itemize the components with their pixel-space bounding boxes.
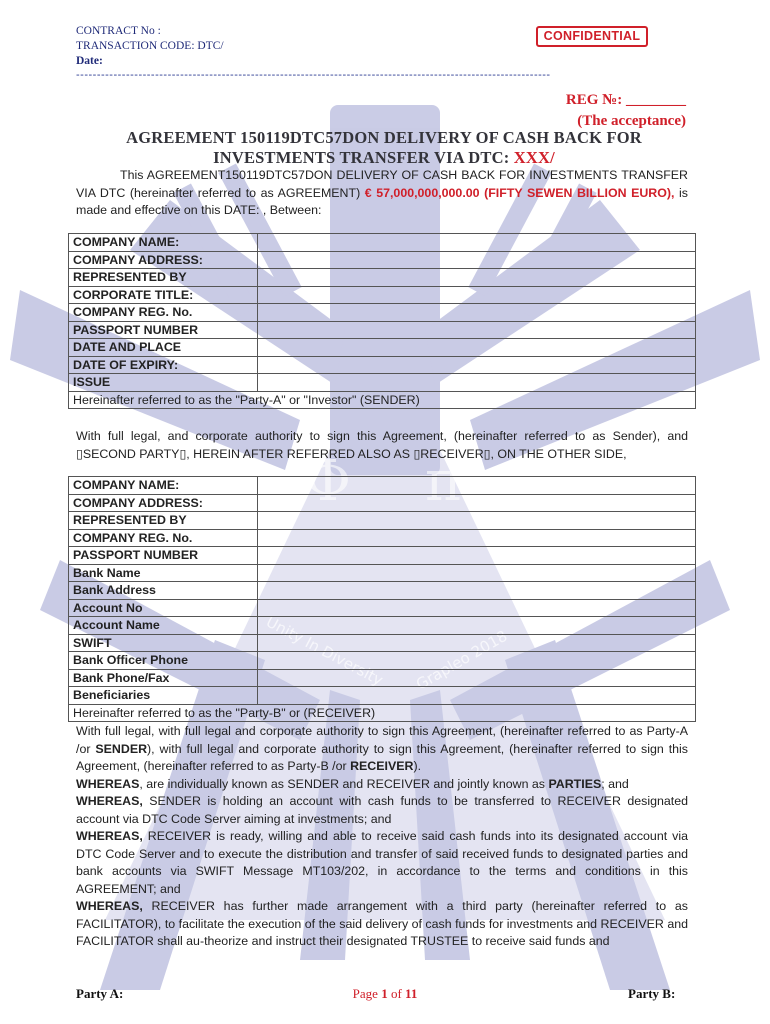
watermark-ring-text: Unity In Diversity: [263, 612, 387, 690]
document-title: [76, 128, 692, 168]
table-row: [69, 286, 696, 304]
field-value[interactable]: [258, 652, 696, 670]
field-value[interactable]: [258, 286, 696, 304]
field-value[interactable]: [258, 687, 696, 705]
field-label: COMPANY NAME:: [69, 234, 258, 252]
field-value[interactable]: [258, 234, 696, 252]
agreement-amount: € 57,000,000,000.00 (FIFTY SEWEN BILLION EURO),: [364, 185, 675, 200]
field-value[interactable]: [258, 477, 696, 495]
field-value[interactable]: [258, 529, 696, 547]
party-designation: Hereinafter referred to as the "Party-A" or "Investor" (SENDER): [69, 391, 696, 409]
registration-block: [566, 90, 686, 132]
field-value[interactable]: [258, 617, 696, 635]
field-label: PASSPORT NUMBER: [69, 321, 258, 339]
header-date: Date:: [76, 55, 103, 67]
title-suffix: XXX/: [513, 148, 555, 167]
table-row: [69, 512, 696, 530]
table-row: [69, 321, 696, 339]
field-value[interactable]: [258, 374, 696, 392]
field-label: COMPANY NAME:: [69, 477, 258, 495]
table-row: [69, 564, 696, 582]
whereas-clause-1: WHEREAS, are individually known as SENDER and RECEIVER and jointly known as PARTIES; and: [76, 776, 629, 791]
field-label: ISSUE: [69, 374, 258, 392]
field-label: DATE OF EXPIRY:: [69, 356, 258, 374]
middle-paragraph: With full legal, and corporate authority to sign this Agreement, (hereinafter referred to as Sender), and ▯SECOND PARTY▯, HEREIN AFTER REFERRED ALSO AS ▯RECEIVER▯, ON THE OTHER SIDE,: [76, 429, 688, 461]
table-row: [69, 477, 696, 495]
field-value[interactable]: [258, 339, 696, 357]
intro-text-2: is made and effective on this DATE: , Between:: [76, 185, 688, 217]
table-row: [69, 374, 696, 392]
field-label: Bank Address: [69, 582, 258, 600]
field-label: REPRESENTED BY: [69, 512, 258, 530]
field-value[interactable]: [258, 251, 696, 269]
footer-party-a: Party A:: [76, 986, 124, 1001]
parties-paragraph: With full legal, with full legal and corporate authority to sign this Agreement, (hereinafter referred to as Party-A /or SENDER), with full legal and corporate authority to sign this Agreement, (hereinafter referred to sign this Agreement, (hereinafter referred to as Party-B /or RECEIVER).: [76, 724, 688, 773]
party-b-table: [68, 476, 696, 722]
field-value[interactable]: [258, 634, 696, 652]
field-value[interactable]: [258, 599, 696, 617]
field-value[interactable]: [258, 304, 696, 322]
field-value[interactable]: [258, 669, 696, 687]
field-label: Account No: [69, 599, 258, 617]
field-value[interactable]: [258, 494, 696, 512]
table-row: [69, 339, 696, 357]
table-row: [69, 356, 696, 374]
field-label: CORPORATE TITLE:: [69, 286, 258, 304]
field-label: COMPANY REG. No.: [69, 529, 258, 547]
title-main: AGREEMENT 150119DTC57DON DELIVERY OF CASH BACK FOR INVESTMENTS TRANSFER VIA DTC:: [126, 128, 642, 167]
field-label: PASSPORT NUMBER: [69, 547, 258, 565]
field-label: Beneficiaries: [69, 687, 258, 705]
field-value[interactable]: [258, 582, 696, 600]
field-value[interactable]: [258, 512, 696, 530]
table-row: [69, 234, 696, 252]
field-label: REPRESENTED BY: [69, 269, 258, 287]
field-label: Bank Phone/Fax: [69, 669, 258, 687]
transaction-code: TRANSACTION CODE: DTC/: [76, 40, 224, 52]
header-divider: ------------------------------------------------------------------------------------------------------------------: [76, 69, 551, 81]
table-footer-row: [69, 391, 696, 409]
watermark-year-text: Grapleo 2018: [413, 626, 511, 694]
table-row: [69, 251, 696, 269]
table-row: [69, 494, 696, 512]
document-header: [76, 24, 224, 69]
intro-text-1: This AGREEMENT150119DTC57DON DELIVERY OF CASH BACK FOR INVESTMENTS TRANSFER VIA DTC (hereinafter referred to as AGREEMENT): [76, 168, 688, 200]
party-designation: Hereinafter referred to as the "Party-B" or (RECEIVER): [69, 704, 696, 722]
whereas-clause-2: WHEREAS, SENDER is holding an account with cash funds to be transferred to RECEIVER designated account via DTC Code Server aiming at investments; and: [76, 794, 688, 826]
registration-number: REG №: ________: [565, 92, 686, 108]
table-footer-row: [69, 704, 696, 722]
party-a-table: [68, 233, 696, 409]
field-value[interactable]: [258, 547, 696, 565]
field-label: Bank Name: [69, 564, 258, 582]
body-paragraphs: [76, 723, 688, 951]
field-label: COMPANY REG. No.: [69, 304, 258, 322]
table-row: [69, 529, 696, 547]
table-row: [69, 669, 696, 687]
confidential-stamp: CONFIDENTIAL: [536, 26, 648, 47]
page-number: Page 1 of 11: [352, 986, 418, 1001]
field-label: Bank Officer Phone: [69, 652, 258, 670]
field-value[interactable]: [258, 356, 696, 374]
table-row: [69, 634, 696, 652]
whereas-clause-3: WHEREAS, RECEIVER is ready, willing and able to receive said cash funds into its designated account via DTC Code Server and to execute the distribution and transfer of said received funds to designated parties and bank accounts via SWIFT Message MT103/202, in accordance to the terms and conditions in this AGREEMENT; and: [76, 829, 688, 896]
field-label: DATE AND PLACE: [69, 339, 258, 357]
acceptance-label: (The acceptance): [577, 113, 686, 129]
watermark-pi: π: [425, 449, 462, 514]
contract-number: CONTRACT No :: [76, 25, 161, 37]
table-row: [69, 304, 696, 322]
table-row: [69, 599, 696, 617]
field-label: SWIFT: [69, 634, 258, 652]
field-value[interactable]: [258, 269, 696, 287]
field-label: COMPANY ADDRESS:: [69, 251, 258, 269]
whereas-clause-4: WHEREAS, RECEIVER has further made arrangement with a third party (hereinafter referred to as FACILITATOR), to facilitate the execution of the said delivery of cash funds for investments and RECEIVER and FACILITATOR shall au-theorize and instruct their designated TRUSTEE to receive said funds and: [76, 899, 688, 948]
field-label: Account Name: [69, 617, 258, 635]
table-row: [69, 269, 696, 287]
intro-paragraph: [76, 167, 688, 220]
table-row: [69, 652, 696, 670]
table-row: [69, 582, 696, 600]
field-label: COMPANY ADDRESS:: [69, 494, 258, 512]
table-row: [69, 687, 696, 705]
table-row: [69, 547, 696, 565]
field-value[interactable]: [258, 564, 696, 582]
watermark-phi: Φ: [305, 449, 351, 514]
table-row: [69, 617, 696, 635]
field-value[interactable]: [258, 321, 696, 339]
footer-party-b: Party B:: [628, 986, 676, 1001]
